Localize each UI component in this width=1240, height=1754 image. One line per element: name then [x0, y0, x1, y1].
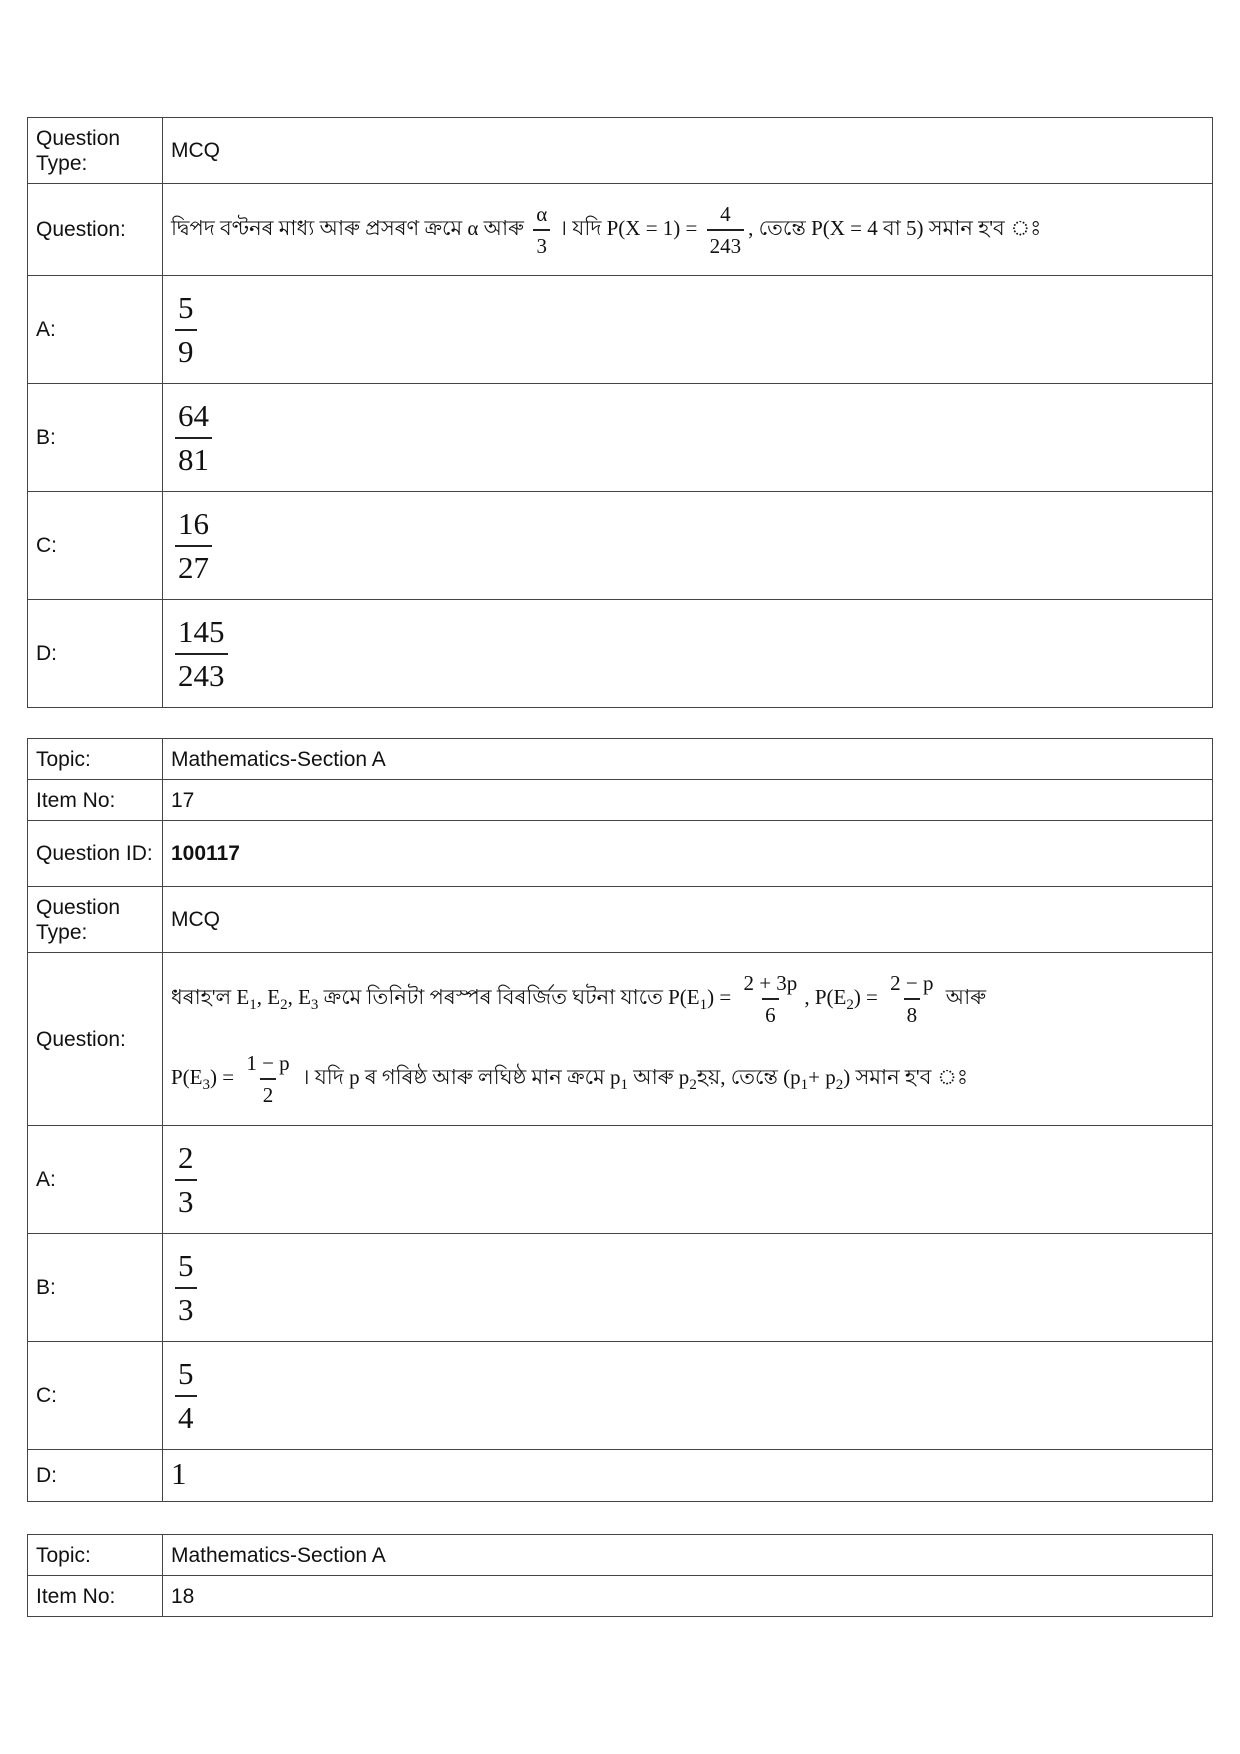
option-d-value	[163, 600, 1213, 708]
question-id-value: 100117	[163, 821, 1213, 887]
question-text-part: । যদি p ৰ গৰিষ্ঠ আৰু লঘিষ্ঠ মান ক্ৰমে p	[301, 1064, 621, 1089]
fraction-denominator: 3	[175, 1179, 197, 1223]
question-text-part: ) =	[210, 1064, 235, 1089]
fraction-numerator: 2	[178, 1139, 194, 1175]
option-fraction	[175, 611, 228, 697]
question-text-part: ) সমান হ'ব ঃ	[843, 1064, 969, 1089]
question-text-part: , E	[287, 984, 311, 1009]
option-b-value	[163, 384, 1213, 492]
question-label: Question:	[28, 953, 163, 1126]
option-a-label: A:	[28, 1126, 163, 1234]
fraction-alpha-over-3	[533, 199, 550, 261]
question-text-part: আৰু	[945, 984, 987, 1009]
subscript: 2	[835, 1077, 844, 1093]
question-line-2	[171, 1048, 1204, 1110]
topic-value: Mathematics-Section A	[163, 1535, 1213, 1576]
fraction-denominator: 27	[175, 545, 212, 589]
subscript: 1	[800, 1077, 809, 1093]
question-type-label: Question Type:	[28, 887, 163, 953]
fraction-denominator: 2	[260, 1078, 277, 1110]
option-b-value	[163, 1234, 1213, 1342]
question-block-16	[27, 117, 1213, 708]
fraction-numerator: 145	[178, 613, 225, 649]
fraction-numerator: 5	[178, 1247, 194, 1283]
fraction-denominator: 81	[175, 437, 212, 481]
fraction-numerator: 4	[720, 201, 731, 226]
option-a-value	[163, 1126, 1213, 1234]
fraction-e1	[740, 968, 800, 1030]
fraction-e2	[887, 968, 936, 1030]
subscript: 2	[846, 997, 854, 1013]
fraction-e3	[243, 1048, 292, 1110]
option-fraction	[175, 1137, 197, 1223]
fraction-numerator: 5	[178, 289, 194, 325]
fraction-denominator: 243	[707, 229, 745, 261]
subscript: 3	[202, 1077, 210, 1093]
option-b-label: B:	[28, 1234, 163, 1342]
question-text-part: ) =	[853, 984, 878, 1009]
subscript: 1	[620, 1077, 628, 1093]
question-text-part: আৰু p	[633, 1064, 690, 1089]
question-block-18	[27, 1534, 1213, 1617]
subscript: 1	[249, 997, 257, 1013]
option-fraction	[175, 1245, 197, 1331]
item-no-value: 18	[163, 1576, 1213, 1617]
option-c-label: C:	[28, 492, 163, 600]
fraction-numerator: 64	[178, 397, 209, 433]
option-c-value	[163, 492, 1213, 600]
item-no-value: 17	[163, 780, 1213, 821]
fraction-denominator: 3	[175, 1287, 197, 1331]
fraction-denominator: 243	[175, 653, 228, 697]
fraction-numerator: 16	[178, 505, 209, 541]
topic-value: Mathematics-Section A	[163, 739, 1213, 780]
option-a-label: A:	[28, 276, 163, 384]
fraction-denominator: 4	[175, 1395, 197, 1439]
option-fraction	[175, 503, 212, 589]
question-type-value: MCQ	[163, 887, 1213, 953]
option-d-value	[163, 1450, 1213, 1502]
option-fraction	[175, 287, 197, 373]
option-fraction	[175, 1353, 197, 1439]
question-text-part: + p	[808, 1064, 836, 1089]
question-text-part: । যদি P(X = 1) =	[559, 215, 698, 240]
fraction-numerator: 2 + 3p	[743, 971, 798, 995]
question-id-label: Question ID:	[28, 821, 163, 887]
question-text-part: , তেন্তে P(X = 4 বা 5) সমান হ'ব ঃ	[748, 215, 1042, 240]
topic-label: Topic:	[28, 739, 163, 780]
subscript: 1	[699, 997, 708, 1013]
question-text-part: P(E	[171, 1064, 203, 1089]
item-no-label: Item No:	[28, 780, 163, 821]
option-plain-value: 1	[171, 1456, 187, 1491]
option-d-label: D:	[28, 600, 163, 708]
option-c-label: C:	[28, 1342, 163, 1450]
fraction-denominator: 9	[175, 329, 197, 373]
fraction-numerator: 1 − p	[246, 1051, 290, 1075]
fraction-numerator: α	[536, 201, 548, 226]
question-text	[163, 184, 1213, 276]
question-text-part: দ্বিপদ বণ্টনৰ মাধ্য আৰু প্ৰসৰণ ক্ৰমে α আৰু	[171, 215, 524, 240]
question-label: Question:	[28, 184, 163, 276]
subscript: 3	[310, 997, 319, 1013]
question-text-part: ক্ৰমে তিনিটা পৰস্পৰ বিৰৰ্জিত ঘটনা যাতে P(E	[323, 984, 700, 1009]
question-block-17	[27, 738, 1213, 1502]
topic-label: Topic:	[28, 1535, 163, 1576]
fraction-numerator: 2 − p	[890, 971, 934, 995]
option-b-label: B:	[28, 384, 163, 492]
fraction-denominator: 6	[762, 998, 779, 1030]
subscript: 2	[280, 997, 288, 1013]
subscript: 2	[689, 1077, 697, 1093]
question-text-part: ধৰাহ'ল E	[171, 984, 250, 1009]
fraction-4-over-243	[707, 199, 745, 261]
option-c-value	[163, 1342, 1213, 1450]
question-text	[163, 953, 1213, 1126]
question-text-part: , P(E	[804, 984, 847, 1009]
fraction-denominator: 8	[904, 998, 921, 1030]
option-fraction	[175, 395, 212, 481]
question-type-value: MCQ	[163, 118, 1213, 184]
option-a-value	[163, 276, 1213, 384]
question-text-part: ) =	[707, 984, 732, 1009]
question-type-label: Question Type:	[28, 118, 163, 184]
question-line-1	[171, 968, 1204, 1030]
fraction-numerator: 5	[178, 1355, 194, 1391]
question-text-part: হয়, তেন্তে (p	[696, 1064, 801, 1089]
option-d-label: D:	[28, 1450, 163, 1502]
item-no-label: Item No:	[28, 1576, 163, 1617]
fraction-denominator: 3	[533, 229, 550, 261]
question-text-part: , E	[256, 984, 281, 1009]
